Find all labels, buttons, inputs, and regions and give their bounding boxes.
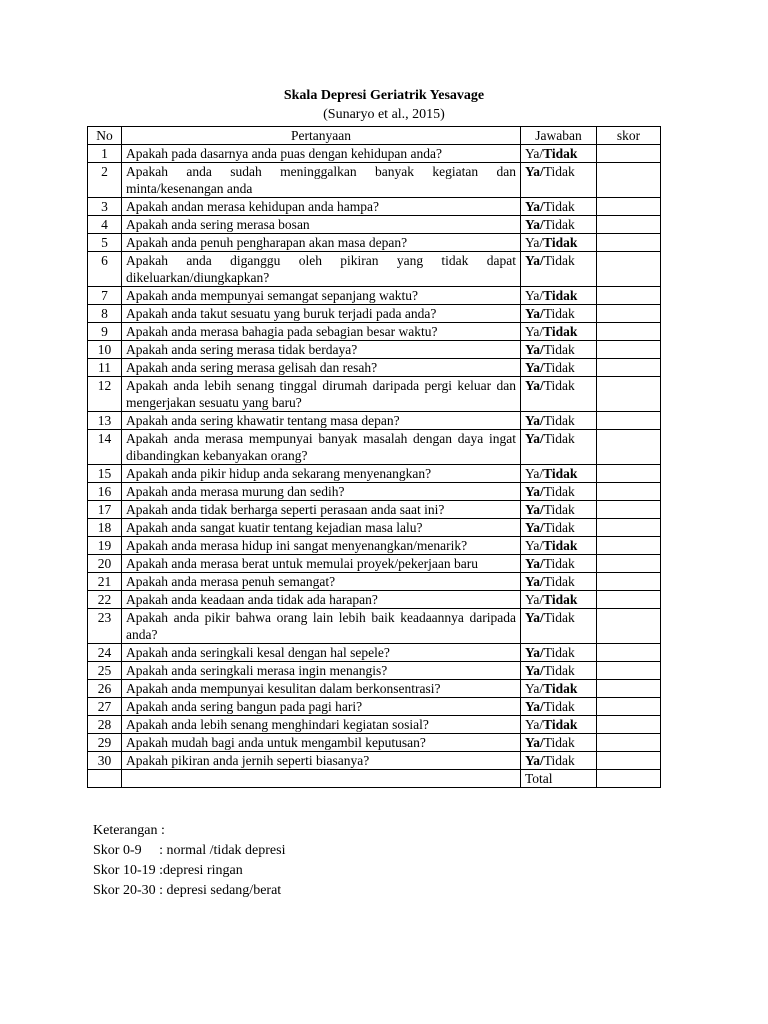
row-number: 20 [88,555,122,573]
row-number: 12 [88,377,122,412]
answer-yes-option: Ya [525,699,541,714]
answer-no-option: Tidak [543,520,575,535]
question-text: Apakah anda keadaan anda tidak ada harapan? [122,591,521,609]
answer-yes-option: Ya [525,324,540,339]
answer-no-option: Tidak [543,378,575,393]
score-cell [597,519,661,537]
score-cell [597,573,661,591]
answer-options [521,341,597,359]
answer-options [521,716,597,734]
table-row [88,377,661,412]
question-text: Apakah anda sering khawatir tentang masa depan? [122,412,521,430]
question-text: Apakah anda pikir hidup anda sekarang menyenangkan? [122,465,521,483]
row-number: 10 [88,341,122,359]
score-cell [597,555,661,573]
question-text: Apakah anda mempunyai kesulitan dalam berkonsentrasi? [122,680,521,698]
answer-options [521,537,597,555]
answer-separator: / [540,217,544,232]
answer-no-option: Tidak [543,645,575,660]
score-cell [597,234,661,252]
table-row [88,734,661,752]
answer-yes-option: Ya [525,466,540,481]
question-text: Apakah anda lebih senang tinggal dirumah daripada pergi keluar dan mengerjakan sesuatu yang baru? [122,377,521,412]
score-cell [597,680,661,698]
score-cell [597,537,661,555]
answer-options [521,359,597,377]
score-cell [597,662,661,680]
answer-options [521,216,597,234]
answer-options [521,287,597,305]
answer-no-option: Tidak [543,146,578,161]
answer-no-option: Tidak [543,502,575,517]
answer-yes-option: Ya [525,306,541,321]
question-text: Apakah pikiran anda jernih seperti biasanya? [122,752,521,770]
depression-scale-table [87,126,661,788]
answer-yes-option: Ya [525,146,540,161]
table-row [88,537,661,555]
notes-line: Skor 20-30 : depresi sedang/berat [93,883,282,898]
row-number: 25 [88,662,122,680]
answer-separator: / [539,146,544,161]
score-cell [597,465,661,483]
answer-no-option: Tidak [543,592,578,607]
table-row [88,501,661,519]
answer-separator: / [539,681,544,696]
score-cell [597,163,661,198]
answer-no-option: Tidak [543,288,578,303]
answer-separator: / [540,520,544,535]
question-text: Apakah anda merasa murung dan sedih? [122,483,521,501]
answer-options [521,591,597,609]
answer-separator: / [540,378,544,393]
notes-line: Skor 10-19 :depresi ringan [93,863,243,878]
answer-no-option: Tidak [543,199,575,214]
row-number: 4 [88,216,122,234]
question-text: Apakah anda seringkali merasa ingin menangis? [122,662,521,680]
answer-options [521,252,597,287]
table-header-row [88,127,661,145]
answer-separator: / [540,556,544,571]
notes-section [93,821,285,901]
score-cell [597,341,661,359]
question-text: Apakah anda sering merasa gelisah dan resah? [122,359,521,377]
answer-separator: / [540,574,544,589]
answer-no-option: Tidak [543,538,578,553]
answer-no-option: Tidak [543,574,575,589]
answer-options [521,555,597,573]
answer-options [521,501,597,519]
answer-yes-option: Ya [525,717,540,732]
answer-no-option: Tidak [543,342,575,357]
answer-separator: / [540,413,544,428]
row-number: 22 [88,591,122,609]
score-cell [597,609,661,644]
row-number: 23 [88,609,122,644]
answer-options [521,234,597,252]
question-text: Apakah anda merasa hidup ini sangat menyenangkan/menarik? [122,537,521,555]
question-text: Apakah anda sering merasa tidak berdaya? [122,341,521,359]
answer-separator: / [540,645,544,660]
score-cell [597,287,661,305]
answer-yes-option: Ya [525,681,540,696]
header-no: No [88,127,122,145]
answer-no-option: Tidak [543,484,575,499]
table-row [88,465,661,483]
answer-yes-option: Ya [525,520,541,535]
answer-separator: / [540,753,544,768]
answer-no-option: Tidak [543,306,575,321]
answer-separator: / [540,663,544,678]
answer-no-option: Tidak [543,466,578,481]
answer-separator: / [540,342,544,357]
score-cell [597,716,661,734]
total-row-no-cell [88,770,122,788]
score-cell [597,359,661,377]
answer-separator: / [540,199,544,214]
answer-no-option: Tidak [543,610,575,625]
question-text: Apakah anda takut sesuatu yang buruk terjadi pada anda? [122,305,521,323]
answer-separator: / [540,431,544,446]
question-text: Apakah anda merasa berat untuk memulai proyek/pekerjaan baru [122,555,521,573]
answer-no-option: Tidak [543,235,578,250]
question-text: Apakah anda merasa penuh semangat? [122,573,521,591]
table-row [88,519,661,537]
answer-options [521,609,597,644]
answer-yes-option: Ya [525,253,541,268]
answer-yes-option: Ya [525,574,541,589]
answer-separator: / [539,235,544,250]
question-text: Apakah anda sangat kuatir tentang kejadian masa lalu? [122,519,521,537]
row-number: 16 [88,483,122,501]
header-score: skor [597,127,661,145]
question-text: Apakah anda tidak berharga seperti perasaan anda saat ini? [122,501,521,519]
answer-yes-option: Ya [525,164,541,179]
score-cell [597,430,661,465]
table-row [88,609,661,644]
row-number: 14 [88,430,122,465]
question-text: Apakah andan merasa kehidupan anda hampa? [122,198,521,216]
table-row [88,163,661,198]
row-number: 17 [88,501,122,519]
header-answer: Jawaban [521,127,597,145]
answer-yes-option: Ya [525,288,540,303]
row-number: 28 [88,716,122,734]
row-number: 2 [88,163,122,198]
row-number: 15 [88,465,122,483]
answer-options [521,734,597,752]
answer-options [521,430,597,465]
answer-no-option: Tidak [543,663,575,678]
table-row [88,216,661,234]
answer-no-option: Tidak [543,217,575,232]
score-cell [597,483,661,501]
table-row [88,341,661,359]
answer-no-option: Tidak [543,253,575,268]
answer-separator: / [539,288,544,303]
answer-no-option: Tidak [543,699,575,714]
answer-separator: / [540,735,544,750]
answer-options [521,412,597,430]
answer-options [521,465,597,483]
score-cell [597,252,661,287]
row-number: 21 [88,573,122,591]
table-row [88,680,661,698]
question-text: Apakah anda seringkali kesal dengan hal sepele? [122,644,521,662]
score-cell [597,377,661,412]
answer-yes-option: Ya [525,342,541,357]
table-row [88,698,661,716]
table-row [88,359,661,377]
answer-separator: / [540,360,544,375]
row-number: 1 [88,145,122,163]
answer-options [521,573,597,591]
question-text: Apakah anda sering bangun pada pagi hari? [122,698,521,716]
row-number: 3 [88,198,122,216]
table-row [88,483,661,501]
row-number: 26 [88,680,122,698]
answer-options [521,662,597,680]
question-text: Apakah anda lebih senang menghindari kegiatan sosial? [122,716,521,734]
score-cell [597,305,661,323]
answer-no-option: Tidak [543,324,578,339]
row-number: 18 [88,519,122,537]
answer-yes-option: Ya [525,556,541,571]
table-body [88,145,661,770]
answer-yes-option: Ya [525,378,541,393]
row-number: 11 [88,359,122,377]
answer-no-option: Tidak [543,681,578,696]
row-number: 24 [88,644,122,662]
row-number: 8 [88,305,122,323]
table-row [88,305,661,323]
question-text: Apakah anda merasa mempunyai banyak masalah dengan daya ingat dibandingkan kebanyakan orang? [122,430,521,465]
score-cell [597,198,661,216]
table-row [88,716,661,734]
answer-no-option: Tidak [543,717,578,732]
answer-options [521,644,597,662]
answer-yes-option: Ya [525,592,540,607]
answer-separator: / [539,538,544,553]
answer-no-option: Tidak [543,753,575,768]
notes-line: Skor 0-9 : normal /tidak depresi [93,843,286,858]
table-row [88,430,661,465]
score-cell [597,145,661,163]
table-row [88,252,661,287]
row-number: 30 [88,752,122,770]
question-text: Apakah mudah bagi anda untuk mengambil keputusan? [122,734,521,752]
table-row [88,662,661,680]
total-row-question-cell [122,770,521,788]
answer-yes-option: Ya [525,217,541,232]
answer-no-option: Tidak [543,431,575,446]
answer-options [521,752,597,770]
answer-separator: / [539,717,544,732]
question-text: Apakah anda sering merasa bosan [122,216,521,234]
question-text: Apakah anda diganggu oleh pikiran yang tidak dapat dikeluarkan/diungkapkan? [122,252,521,287]
answer-separator: / [540,253,544,268]
answer-yes-option: Ya [525,431,541,446]
answer-yes-option: Ya [525,413,541,428]
row-number: 29 [88,734,122,752]
total-label: Total [521,770,597,788]
notes-heading: Keterangan : [93,823,165,838]
table-row [88,323,661,341]
answer-options [521,145,597,163]
answer-yes-option: Ya [525,360,541,375]
row-number: 6 [88,252,122,287]
answer-separator: / [540,610,544,625]
question-text: Apakah anda mempunyai semangat sepanjang waktu? [122,287,521,305]
score-cell [597,644,661,662]
answer-no-option: Tidak [543,556,575,571]
score-cell [597,323,661,341]
table-row [88,287,661,305]
row-number: 19 [88,537,122,555]
question-text: Apakah pada dasarnya anda puas dengan kehidupan anda? [122,145,521,163]
table-row [88,591,661,609]
answer-yes-option: Ya [525,538,540,553]
table-row [88,573,661,591]
answer-separator: / [540,502,544,517]
score-cell [597,412,661,430]
answer-yes-option: Ya [525,199,541,214]
table-row [88,412,661,430]
answer-options [521,163,597,198]
document-title: Skala Depresi Geriatrik Yesavage [283,88,485,103]
table-row [88,644,661,662]
row-number: 5 [88,234,122,252]
score-cell [597,591,661,609]
question-text: Apakah anda pikir bahwa orang lain lebih baik keadaannya daripada anda? [122,609,521,644]
score-cell [597,734,661,752]
score-cell [597,501,661,519]
table-row [88,234,661,252]
header-question: Pertanyaan [122,127,521,145]
answer-options [521,519,597,537]
row-number: 13 [88,412,122,430]
question-text: Apakah anda sudah meninggalkan banyak kegiatan dan minta/kesenangan anda [122,163,521,198]
score-cell [597,752,661,770]
answer-no-option: Tidak [543,413,575,428]
answer-options [521,698,597,716]
answer-options [521,377,597,412]
answer-no-option: Tidak [543,164,575,179]
score-cell [597,216,661,234]
row-number: 9 [88,323,122,341]
row-number: 7 [88,287,122,305]
document-subtitle: (Sunaryo et al., 2015) [323,107,445,122]
total-row [88,770,661,788]
answer-separator: / [539,592,544,607]
answer-separator: / [539,324,544,339]
answer-separator: / [539,466,544,481]
answer-yes-option: Ya [525,235,540,250]
answer-options [521,680,597,698]
table-row [88,752,661,770]
score-cell [597,698,661,716]
answer-separator: / [540,306,544,321]
answer-yes-option: Ya [525,645,541,660]
answer-no-option: Tidak [543,735,575,750]
question-text: Apakah anda penuh pengharapan akan masa depan? [122,234,521,252]
answer-options [521,305,597,323]
row-number: 27 [88,698,122,716]
answer-separator: / [540,484,544,499]
answer-yes-option: Ya [525,735,541,750]
answer-yes-option: Ya [525,610,541,625]
answer-options [521,483,597,501]
answer-yes-option: Ya [525,663,541,678]
answer-yes-option: Ya [525,753,541,768]
total-score-cell [597,770,661,788]
table-row [88,145,661,163]
answer-yes-option: Ya [525,502,541,517]
answer-separator: / [540,164,544,179]
answer-separator: / [540,699,544,714]
table-row [88,555,661,573]
question-text: Apakah anda merasa bahagia pada sebagian besar waktu? [122,323,521,341]
answer-yes-option: Ya [525,484,541,499]
table-row [88,198,661,216]
answer-no-option: Tidak [543,360,575,375]
answer-options [521,323,597,341]
answer-options [521,198,597,216]
